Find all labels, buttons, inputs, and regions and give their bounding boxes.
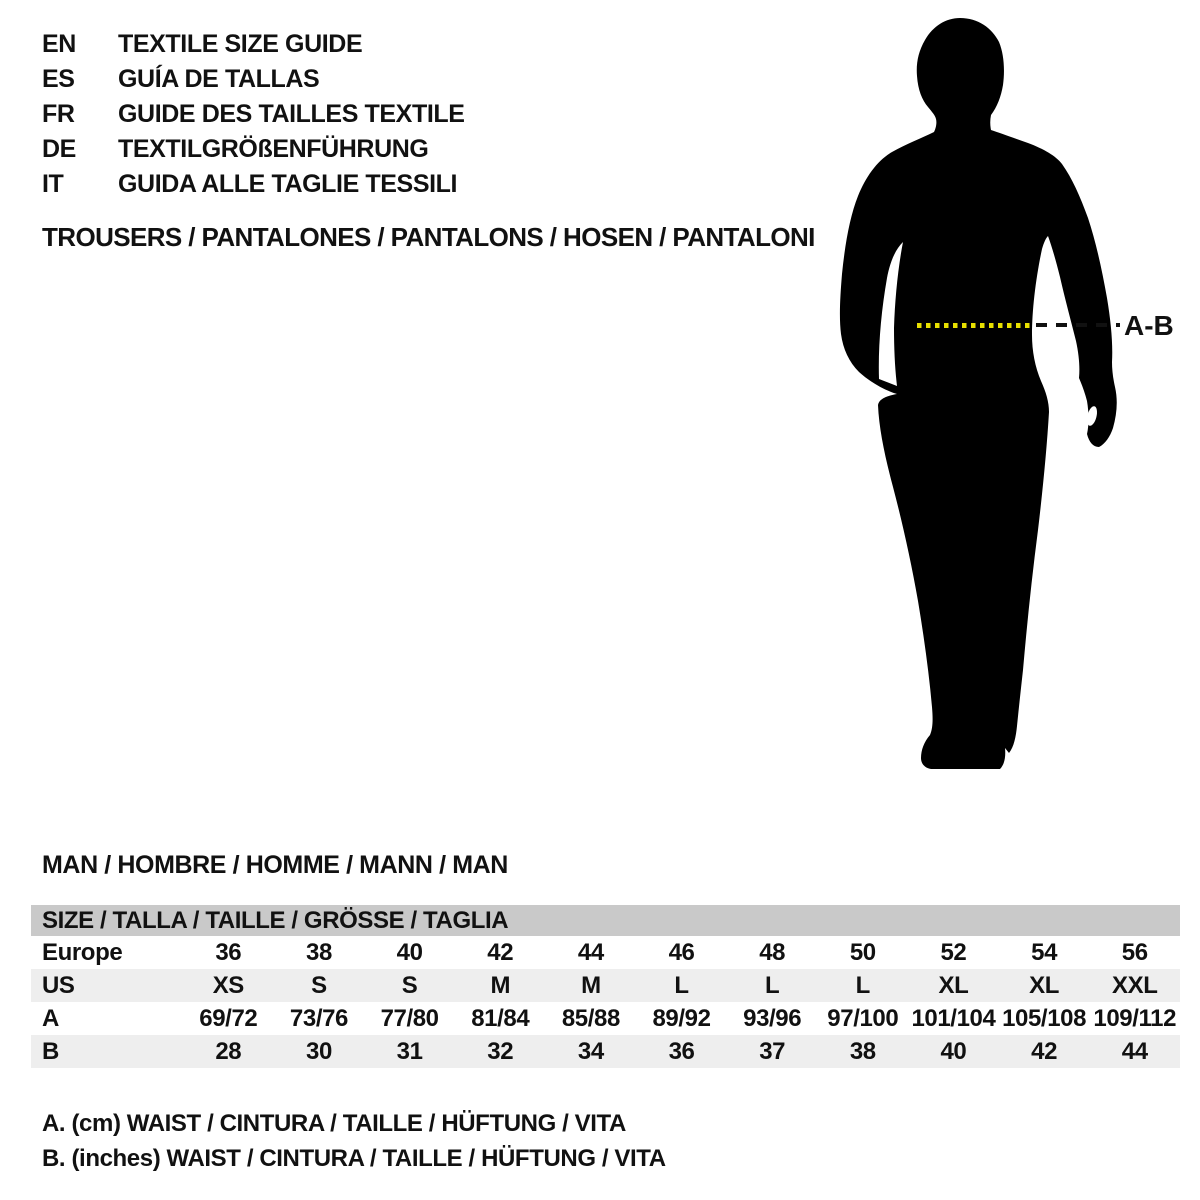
language-code: ES <box>42 65 75 93</box>
size-cell: 42 <box>487 939 514 966</box>
size-cell: L <box>674 972 689 999</box>
footnote-b: B. (inches) WAIST / CINTURA / TAILLE / HÜFTUNG / VITA <box>42 1145 666 1172</box>
row-label: Europe <box>42 939 123 966</box>
table-row-b-inches <box>31 1035 1180 1068</box>
size-cell: 30 <box>306 1038 332 1065</box>
size-cell: 73/76 <box>289 1005 348 1032</box>
language-code: IT <box>42 170 64 198</box>
language-label: GUIDA ALLE TAGLIE TESSILI <box>118 170 458 198</box>
size-cell: 40 <box>396 939 423 966</box>
size-cell: M <box>581 972 601 999</box>
size-cell: 81/84 <box>471 1005 530 1032</box>
size-cell: 31 <box>396 1038 423 1065</box>
size-cell: 36 <box>215 939 242 966</box>
size-cell: 109/112 <box>1093 1005 1177 1032</box>
language-code: DE <box>42 135 76 163</box>
size-cell: XL <box>938 972 969 999</box>
size-cell: 93/96 <box>743 1005 802 1032</box>
language-label: GUÍA DE TALLAS <box>118 65 320 93</box>
language-row <box>42 167 465 202</box>
size-cell: 89/92 <box>652 1005 711 1032</box>
language-label: TEXTILE SIZE GUIDE <box>118 30 363 58</box>
size-cell: 38 <box>849 1038 876 1065</box>
table-row-a-cm <box>31 1002 1180 1035</box>
size-cell: S <box>401 972 418 999</box>
size-table-header: SIZE / TALLA / TAILLE / GRÖSSE / TAGLIA <box>31 905 1180 936</box>
size-cell: 36 <box>668 1038 695 1065</box>
size-cell: XXL <box>1111 972 1158 999</box>
size-cell: 77/80 <box>380 1005 439 1032</box>
size-cell: 48 <box>759 939 786 966</box>
size-cell: 42 <box>1031 1038 1058 1065</box>
size-cell: 105/108 <box>1002 1005 1087 1032</box>
size-cell: S <box>311 972 327 999</box>
size-cell: 54 <box>1031 939 1058 966</box>
size-cell: 38 <box>306 939 332 966</box>
size-cell: 32 <box>487 1038 514 1065</box>
size-cell: 52 <box>940 939 967 966</box>
language-list <box>42 27 465 202</box>
language-code: FR <box>42 100 75 128</box>
size-table <box>31 905 1180 1068</box>
size-cell: 101/104 <box>911 1005 996 1032</box>
measure-label: A-B <box>1124 310 1174 341</box>
size-cell: 56 <box>1121 939 1148 966</box>
size-cell: M <box>490 972 511 999</box>
size-cell: 34 <box>577 1038 604 1065</box>
language-row <box>42 132 465 167</box>
table-row-us <box>31 969 1180 1002</box>
size-cell: L <box>855 972 870 999</box>
table-row-europe <box>31 936 1180 969</box>
row-label: B <box>42 1038 59 1065</box>
size-cell: L <box>765 972 780 999</box>
size-cell: 40 <box>940 1038 967 1065</box>
language-label: TEXTILGRÖßENFÜHRUNG <box>118 135 429 163</box>
size-cell: 50 <box>849 939 876 966</box>
size-cell: 37 <box>759 1038 786 1065</box>
gender-heading: MAN / HOMBRE / HOMME / MANN / MAN <box>42 851 508 879</box>
man-silhouette <box>840 18 1117 769</box>
row-label: US <box>42 972 75 999</box>
language-row <box>42 62 465 97</box>
man-silhouette-figure <box>815 10 1175 790</box>
row-label: A <box>42 1005 59 1032</box>
language-row <box>42 97 465 132</box>
size-cell: 44 <box>1121 1038 1148 1065</box>
footnote-a: A. (cm) WAIST / CINTURA / TAILLE / HÜFTUNG / VITA <box>42 1110 626 1137</box>
size-cell: 44 <box>577 939 604 966</box>
size-cell: 46 <box>668 939 695 966</box>
size-cell: XL <box>1029 972 1060 999</box>
size-cell: 85/88 <box>561 1005 620 1032</box>
size-cell: 28 <box>215 1038 242 1065</box>
size-cell: 69/72 <box>199 1005 258 1032</box>
category-title: TROUSERS / PANTALONES / PANTALONS / HOSEN / PANTALONI <box>42 222 815 252</box>
size-cell: 97/100 <box>827 1005 899 1032</box>
language-label: GUIDE DES TAILLES TEXTILE <box>118 100 465 128</box>
language-row <box>42 27 465 62</box>
footnotes <box>42 1106 666 1176</box>
language-code: EN <box>42 30 76 58</box>
size-cell: XS <box>212 972 244 999</box>
